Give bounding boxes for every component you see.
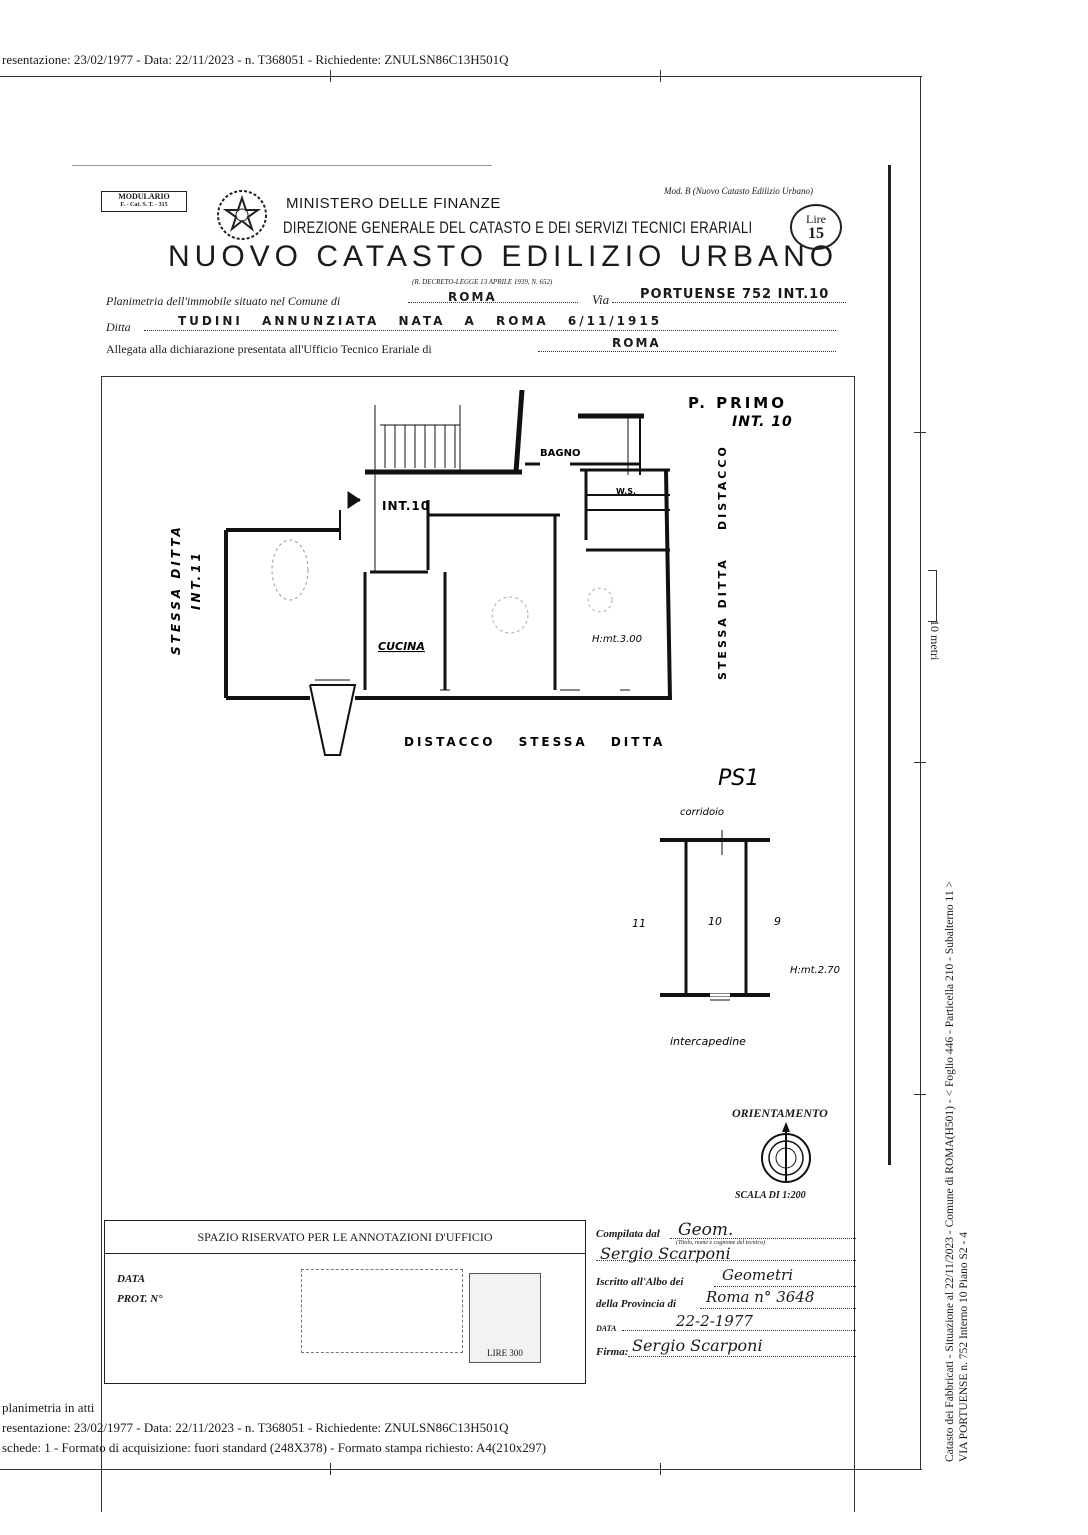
compilata-name: Sergio Scarponi (600, 1244, 731, 1263)
ingresso-label: INT.10 (382, 499, 431, 513)
tick (330, 70, 331, 82)
frame-top (0, 76, 922, 77)
data-label: DATA (596, 1324, 617, 1333)
floor-plan (160, 380, 880, 800)
firma-label: Firma: (596, 1346, 629, 1358)
revenue-stamp (469, 1273, 541, 1363)
planimetria-label: Planimetria dell'immobile situato nel Comune di (106, 294, 341, 308)
comune: ROMA (448, 290, 497, 304)
provincia: Roma n° 3648 (706, 1288, 815, 1306)
cellar-n10: 10 (708, 915, 722, 928)
dotline (538, 351, 836, 352)
bagno-label: BAGNO (540, 448, 581, 459)
top-header: resentazione: 23/02/1977 - Data: 22/11/2023 - n. T368051 - Richiedente: ZNULSN86C13H501Q (2, 52, 509, 67)
cucina-label: CUCINA (378, 640, 425, 653)
provincia-label: della Provincia di (596, 1298, 677, 1310)
ws-label: W.S. (616, 487, 637, 496)
sheet-edge (888, 165, 891, 1165)
direzione: DIREZIONE GENERALE DEL CATASTO E DEI SERVIZI TECNICI ERARIALI (283, 218, 753, 237)
ministry: MINISTERO DELLE FINANZE (286, 195, 501, 212)
cellar-code: PS1 (718, 766, 760, 791)
staircase (375, 405, 460, 470)
footer-line1: resentazione: 23/02/1977 - Data: 22/11/2023 - n. T368051 - Richiedente: ZNULSN86C13H501Q (2, 1420, 509, 1435)
compilata-date: 22-2-1977 (676, 1312, 753, 1330)
floor-label: P. PRIMO (688, 394, 787, 412)
modulario-line1: MODULARIO (118, 192, 170, 201)
right-label-1: STESSA DITTA (716, 557, 729, 680)
corridoio-label: corridoio (680, 807, 724, 818)
ufficio: ROMA (612, 336, 661, 350)
cellar-plan (600, 755, 860, 1055)
ditta-label: Ditta (106, 320, 131, 334)
side-text-1: Catasto dei Fabbricati - Situazione al 22/11/2023 - Comune di ROMA(H501) - < Foglio 446 - Particella 210 - Subalterno 11 > (944, 881, 956, 1462)
tick (914, 1094, 926, 1095)
frame-right (920, 76, 921, 1469)
tick (914, 432, 926, 433)
footer-planimetria: planimetria in atti (2, 1400, 95, 1415)
albo: Geometri (722, 1266, 793, 1284)
cellar-n11: 11 (632, 917, 646, 930)
height-main: H:mt.3.00 (592, 634, 642, 645)
allegata-label: Allegata alla dichiarazione presentata all'Ufficio Tecnico Erariale di (106, 342, 432, 356)
mod-b: Mod. B (Nuovo Catasto Edilizio Urbano) (664, 186, 813, 196)
interno-label: INT. 10 (732, 414, 793, 430)
bottom-label: DISTACCO STESSA DITTA (404, 735, 666, 749)
sheet-edge (72, 165, 492, 166)
cellar-height: H:mt.2.70 (790, 965, 840, 976)
tick (914, 762, 926, 763)
scale-bar (928, 570, 937, 622)
firma: Sergio Scarponi (632, 1336, 763, 1355)
dotline (622, 1330, 856, 1331)
side-text-2: VIA PORTUENSE n. 752 Interno 10 Piano S2 - 4 (958, 1232, 970, 1462)
dotline (144, 330, 836, 331)
via: PORTUENSE 752 INT.10 (640, 287, 830, 302)
revenue-stamp-label: LIRE 300 (487, 1348, 523, 1358)
compilata-label: Compilata dal (596, 1228, 660, 1240)
emblem-icon (214, 186, 270, 244)
iscritto-label: Iscritto all'Albo dei (596, 1276, 684, 1288)
compass-icon (756, 1122, 816, 1188)
cellar-n9: 9 (774, 915, 781, 928)
ufficio-prot: PROT. N° (117, 1293, 163, 1305)
ufficio-title: SPAZIO RISERVATO PER LE ANNOTAZIONI D'UFFICIO (105, 1221, 585, 1254)
compilata-title: Geom. (678, 1220, 734, 1240)
ufficio-box (104, 1220, 586, 1384)
modulario-box (101, 191, 187, 212)
scale-label: SCALA DI 1:200 (735, 1190, 806, 1201)
tick (660, 70, 661, 82)
dotline (700, 1308, 856, 1309)
right-label-2: DISTACCO (716, 444, 729, 530)
ditta: TUDINI ANNUNZIATA NATA A ROMA 6/11/1915 (178, 314, 663, 328)
footer-line2: schede: 1 - Formato di acquisizione: fuori standard (248X378) - Formato stampa richiesto: A4(210x297) (2, 1440, 547, 1455)
lire-value: 15 (808, 225, 824, 242)
via-label: Via (592, 292, 610, 307)
office-stamp (301, 1269, 463, 1353)
left-label-1: STESSA DITTA (169, 524, 183, 655)
dotline (714, 1286, 856, 1287)
main-title: NUOVO CATASTO EDILIZIO URBANO (168, 240, 839, 273)
decree: (R. DECRETO-LEGGE 13 APRILE 1939, N. 652) (412, 278, 553, 286)
scale-bar-label: 10 metri (928, 620, 942, 661)
orientamento-label: ORIENTAMENTO (732, 1106, 828, 1120)
left-label-2: INT.11 (189, 550, 203, 610)
compilata-note: (Titolo, nome e cognome del tecnico) (676, 1240, 765, 1246)
lire-label: Lire (806, 212, 826, 226)
modulario-line2: F. - Cat. S. T. - 315 (120, 202, 168, 208)
intercapedine-label: intercapedine (670, 1035, 746, 1048)
ufficio-data: DATA (117, 1273, 146, 1285)
dotline (612, 302, 846, 303)
dotline (628, 1356, 856, 1357)
